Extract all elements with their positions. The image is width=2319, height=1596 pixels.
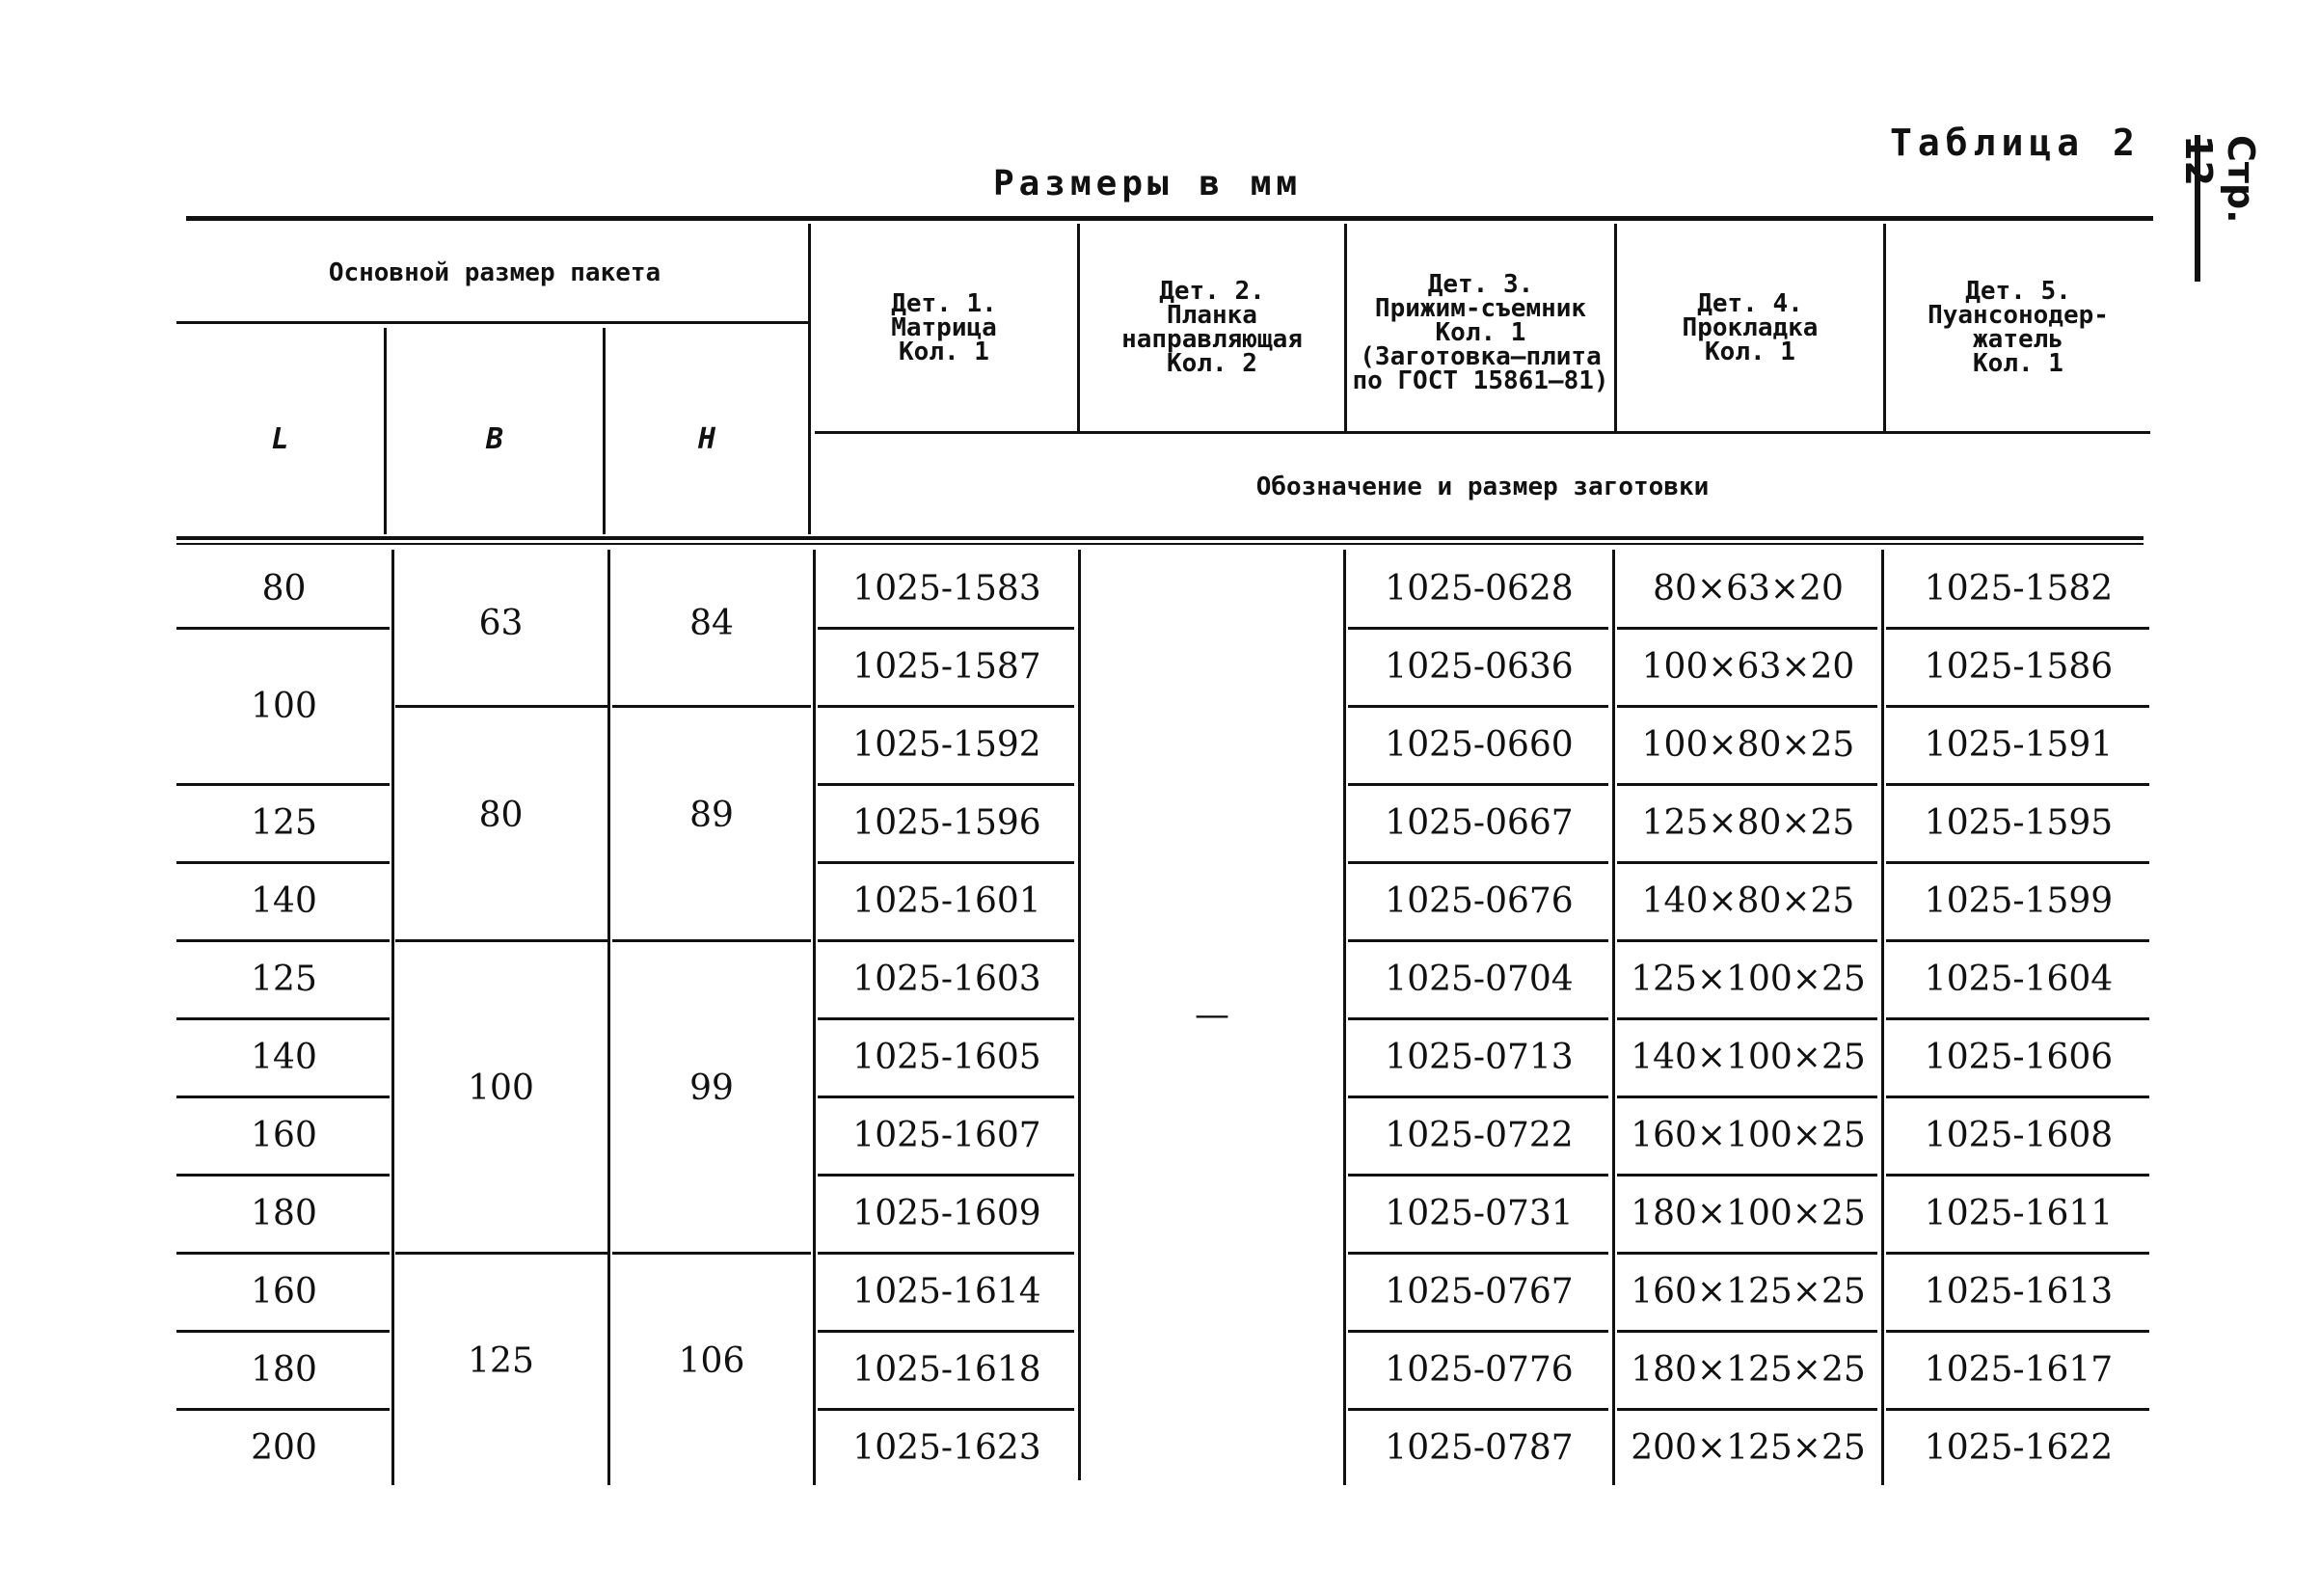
det4-cell: 180×125×25 <box>1631 1350 1866 1390</box>
det3-cell: 1025-0713 <box>1385 1038 1574 1077</box>
hdr-group-rule <box>176 321 808 324</box>
det4-cell: 140×100×25 <box>1631 1038 1866 1077</box>
det1-cell: 1025-1614 <box>852 1272 1041 1312</box>
det3-cell: 1025-0776 <box>1385 1350 1574 1390</box>
header-det2-line3: направляющая <box>1121 325 1303 354</box>
det5-cell: 1025-1604 <box>1924 960 2114 999</box>
det4-cell: 160×125×25 <box>1631 1272 1866 1312</box>
header-det5-line4: Кол. 1 <box>1973 349 2063 378</box>
header-det4-line1: Дет. 4. <box>1697 288 1803 318</box>
det1-cell: 1025-1596 <box>852 803 1041 843</box>
det5-cell: 1025-1595 <box>1924 803 2114 843</box>
det1-cell: 1025-1603 <box>852 960 1041 999</box>
header-det3-line2: Прижим-съемник <box>1374 293 1587 323</box>
det5-cell: 1025-1586 <box>1924 647 2114 687</box>
group-rule-B <box>395 1252 607 1255</box>
B-value-63: 63 <box>478 603 524 643</box>
header-det5 <box>1886 265 2150 391</box>
det3-cell: 1025-0660 <box>1385 725 1574 765</box>
det3-cell: 1025-0731 <box>1385 1194 1574 1233</box>
header-det3 <box>1347 260 1614 405</box>
table-title: Таблица 2 <box>1890 122 2141 164</box>
det3-cell: 1025-0704 <box>1385 960 1574 999</box>
header-det3-line5: по ГОСТ 15861—81) <box>1352 365 1609 395</box>
L-cell: 160 <box>251 1272 317 1312</box>
L-cell: 200 <box>251 1428 317 1468</box>
group-rule-H <box>612 1252 811 1255</box>
det2-value: — <box>1195 995 1229 1035</box>
det5-cell: 1025-1617 <box>1924 1350 2114 1390</box>
det5-cell: 1025-1582 <box>1924 569 2114 609</box>
header-det4 <box>1617 275 1883 381</box>
header-det3-line4: (Заготовка—плита <box>1360 341 1602 371</box>
det5-cell: 1025-1611 <box>1924 1194 2114 1233</box>
header-H <box>606 415 808 463</box>
header-subheader <box>815 463 2150 511</box>
det3-cell: 1025-0767 <box>1385 1272 1574 1312</box>
hdr-sub-rule <box>815 431 2150 434</box>
det3-cell: 1025-0676 <box>1385 881 1574 921</box>
B-value-100: 100 <box>468 1068 534 1108</box>
header-det3-line3: Кол. 1 <box>1435 317 1526 347</box>
det4-cell: 125×80×25 <box>1641 803 1855 843</box>
det4-cell: 160×100×25 <box>1631 1116 1866 1155</box>
L-cell: 125 <box>251 960 317 999</box>
header-group-text: Основной размер пакета <box>328 257 661 287</box>
group-rule-B <box>395 939 607 942</box>
det5-cell: 1025-1606 <box>1924 1038 2114 1077</box>
det1-cell: 1025-1623 <box>852 1428 1041 1468</box>
H-value-89: 89 <box>689 795 734 835</box>
header-det1-line3: Кол. 1 <box>899 337 989 366</box>
det4-cell: 180×100×25 <box>1631 1194 1866 1233</box>
det1-cell: 1025-1609 <box>852 1194 1041 1233</box>
header-subheader-text: Обозначение и размер заготовки <box>1255 472 1710 501</box>
table-top-rule <box>186 216 2153 221</box>
det1-cell: 1025-1587 <box>852 647 1041 687</box>
L-cell: 80 <box>261 569 307 609</box>
header-B-text: B <box>485 421 504 456</box>
det4-cell: 100×63×20 <box>1641 647 1855 687</box>
det1-cell: 1025-1607 <box>852 1116 1041 1155</box>
L-cell: 140 <box>251 881 317 921</box>
header-B <box>387 415 603 463</box>
header-H-text: H <box>697 421 716 456</box>
header-det4-line2: Прокладка <box>1682 312 1819 342</box>
header-L <box>176 415 384 463</box>
det5-cell: 1025-1622 <box>1924 1428 2114 1468</box>
L-cell: 180 <box>251 1194 317 1233</box>
det1-cell: 1025-1592 <box>852 725 1041 765</box>
L-cell: 100 <box>251 686 317 726</box>
det3-cell: 1025-0628 <box>1385 569 1574 609</box>
L-cell: 140 <box>251 1038 317 1077</box>
det4-cell: 100×80×25 <box>1641 725 1855 765</box>
H-value-84: 84 <box>689 603 734 643</box>
L-cell: 160 <box>251 1116 317 1155</box>
group-rule-H <box>612 705 811 708</box>
header-det4-line3: Кол. 1 <box>1705 337 1795 366</box>
det3-cell: 1025-0722 <box>1385 1116 1574 1155</box>
H-value-106: 106 <box>678 1340 745 1381</box>
header-det5-line3: жатель <box>1973 325 2063 354</box>
H-value-99: 99 <box>689 1068 734 1108</box>
det5-cell: 1025-1591 <box>1924 725 2114 765</box>
L-cell: 180 <box>251 1350 317 1390</box>
header-bottom-rule-2 <box>176 543 2144 545</box>
B-value-125: 125 <box>468 1340 534 1381</box>
page-number: Стр. 12 <box>2177 135 2262 224</box>
header-det5-line2: Пуансонодер- <box>1928 301 2109 330</box>
det4-cell: 125×100×25 <box>1631 960 1866 999</box>
B-value-80: 80 <box>478 795 524 835</box>
header-det2-line4: Кол. 2 <box>1167 349 1257 378</box>
header-det2 <box>1080 265 1344 391</box>
header-det1 <box>811 275 1077 381</box>
det1-cell: 1025-1583 <box>852 569 1041 609</box>
det3-cell: 1025-0787 <box>1385 1428 1574 1468</box>
det5-cell: 1025-1608 <box>1924 1116 2114 1155</box>
det4-cell: 80×63×20 <box>1653 569 1844 609</box>
det1-cell: 1025-1601 <box>852 881 1041 921</box>
det1-cell: 1025-1605 <box>852 1038 1041 1077</box>
header-group-label <box>186 249 803 297</box>
header-bottom-rule <box>176 536 2144 540</box>
det3-cell: 1025-0667 <box>1385 803 1574 843</box>
L-cell: 125 <box>251 803 317 843</box>
group-rule-H <box>612 939 811 942</box>
det1-cell: 1025-1618 <box>852 1350 1041 1390</box>
det4-cell: 200×125×25 <box>1631 1428 1866 1468</box>
header-L-text: L <box>271 421 289 456</box>
det5-cell: 1025-1599 <box>1924 881 2114 921</box>
header-det5-line1: Дет. 5. <box>1965 277 2071 306</box>
header-det1-line1: Дет. 1. <box>891 288 997 318</box>
group-rule-B <box>395 705 607 708</box>
header-det2-line2: Планка <box>1167 301 1257 330</box>
header-det1-line2: Матрица <box>891 312 997 342</box>
det4-cell: 140×80×25 <box>1641 881 1855 921</box>
units-caption: Размеры в мм <box>992 164 1303 203</box>
header-det3-line1: Дет. 3. <box>1427 269 1534 299</box>
det5-cell: 1025-1613 <box>1924 1272 2114 1312</box>
det3-cell: 1025-0636 <box>1385 647 1574 687</box>
header-det2-line1: Дет. 2. <box>1159 277 1265 306</box>
